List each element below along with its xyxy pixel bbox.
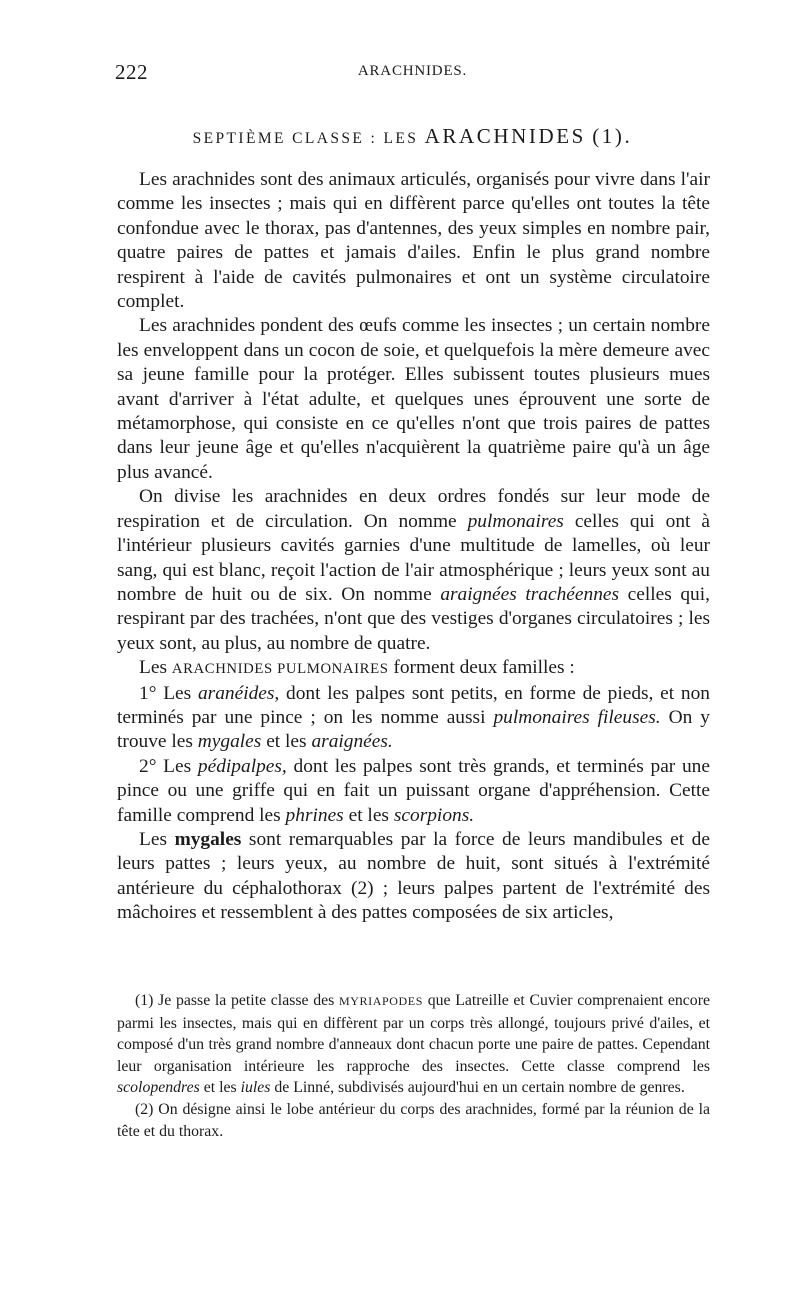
small-caps-term: ARACHNIDES PULMONAIRES <box>171 661 389 678</box>
section-heading <box>115 124 710 149</box>
text-span: forment deux familles : <box>393 657 575 679</box>
text-span: Les <box>139 657 167 679</box>
small-caps-term: MYRIAPODES <box>338 994 423 1008</box>
text-span: On y trouve les <box>117 706 710 753</box>
text-span: celles qui, respirant par des trachées, n'ont que des vestiges d'organes circulatoires ; les yeux sont, au plus, au nombre de quatre. <box>117 583 710 654</box>
italic-term: araignées. <box>311 731 393 753</box>
paragraph-1: Les arachnides sont des animaux articulés, organisés pour vivre dans l'air comme les insectes ; mais qui en diffèrent parce qu'elles ont toutes la tête confondue avec le thorax, pas d'antennes, des yeux simples en nombre pair, quatre paires de pattes et jamais d'ailes. Enfin le plus grand nombre respirent à l'aide de cavités pulmonaires et ont un système circulatoire complet. <box>117 169 710 313</box>
italic-term: aranéides, <box>197 682 280 704</box>
italic-term: mygales <box>197 731 262 753</box>
paragraph-7 <box>117 828 710 926</box>
text-span: et les <box>266 731 307 753</box>
footnotes <box>117 990 710 1142</box>
italic-term: araignées trachéennes <box>440 583 620 605</box>
italic-term: pulmonaires <box>467 510 564 532</box>
text-span: On divise les arachnides en deux ordres fondés sur leur mode de respiration et de circulation. On nomme <box>117 486 710 532</box>
text-span: que Latreille et Cuvier comprenaient encore parmi les insectes, mais qui en diffèrent par un corps très allongé, toujours privé d'ailes, et composé d'un très grand nombre d'anneaux dont chacun porte une paire de pattes. Cependant leur organisation intérieure les rapproche des insectes. Cette classe comprend les <box>117 992 710 1075</box>
bold-term: mygales <box>174 828 242 850</box>
running-title: ARACHNIDES. <box>357 63 468 79</box>
text-span: (1) Je passe la petite classe des <box>135 992 335 1009</box>
italic-term: pulmonaires fileuses. <box>493 706 661 728</box>
text-span: dont les palpes sont très grands, et terminés par une pince ou une griffe qui en fait un puissant organe d'appréhension. Cette famille comprend les <box>117 755 710 826</box>
paragraph-5 <box>117 682 710 755</box>
body-text <box>117 168 710 926</box>
text-span: 2° Les <box>139 755 192 777</box>
page-number: 222 <box>115 60 148 84</box>
footnote-2: (2) On désigne ainsi le lobe antérieur du corps des arachnides, formé par la réunion de la tête et du thorax. <box>117 1100 710 1140</box>
italic-term: scolopendres <box>117 1079 200 1097</box>
text-span: sont remarquables par la force de leurs mandibules et de leurs pattes ; leurs yeux, au nombre de huit, sont situés à l'extrémité antérieure du céphalothorax (2) ; leurs palpes partent de l'extrémité des mâchoires et ressemblent à des pattes composées de six articles, <box>117 828 710 924</box>
text-span: celles qui ont à l'intérieur plusieurs cavités garnies d'une multitude de lamelles, où leur sang, qui est blanc, reçoit l'action de l'air atmosphérique ; leurs yeux sont au nombre de huit ou de six. On nomme <box>117 510 710 605</box>
text-span: Les <box>139 828 167 850</box>
footnote-1 <box>117 990 710 1099</box>
paragraph-3 <box>117 485 710 656</box>
heading-note-ref: (1). <box>592 124 633 148</box>
paragraph-4 <box>117 656 710 681</box>
text-span: 1° Les <box>139 682 192 704</box>
text-span: et les <box>203 1079 237 1097</box>
italic-term: pédipalpes, <box>197 755 287 777</box>
text-span: et les <box>348 804 389 826</box>
italic-term: phrines <box>285 804 344 826</box>
italic-term: scorpions. <box>393 804 475 826</box>
heading-prefix: SEPTIÈME CLASSE : LES <box>192 130 419 147</box>
paragraph-2: Les arachnides pondent des œufs comme les insectes ; un certain nombre les enveloppent dans un cocon de soie, et quelquefois la mère demeure avec sa jeune famille pour la protéger. Elles subissent toutes plusieurs mues avant d'arriver à l'état adulte, et quelques unes éprouvent une sorte de métamorphose, qui consiste en ce qu'elles n'ont que trois paires de pattes dans leur jeune âge et qu'elles n'acquièrent la quatrième paire qu'à un âge plus avancé. <box>117 315 710 483</box>
paragraph-6 <box>117 755 710 828</box>
italic-term: iules <box>240 1079 271 1097</box>
text-span: dont les palpes sont petits, en forme de pieds, et non terminés par une pince ; on les nomme aussi <box>117 682 710 728</box>
running-head <box>115 60 710 86</box>
text-span: de Linné, subdivisés aujourd'hui en un certain nombre de genres. <box>274 1079 685 1097</box>
heading-title: ARACHNIDES <box>424 124 586 148</box>
